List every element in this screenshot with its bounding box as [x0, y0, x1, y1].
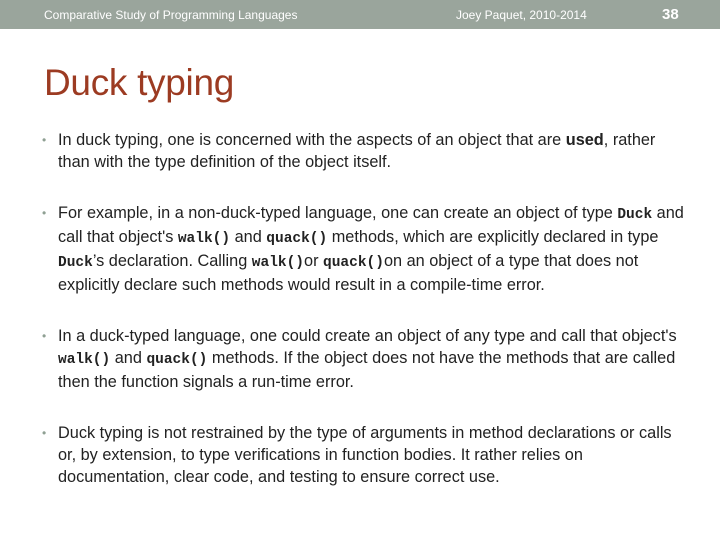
bullet-text: on an object of a type that does not explicitly declare such methods would result in a compile-time error.	[58, 251, 639, 294]
emphasis-text: used	[565, 131, 604, 149]
bullet-text: methods. If the object does not have the methods that are called then the function signals a run-time error.	[58, 348, 676, 391]
bullet-list	[36, 130, 686, 488]
code-snippet: quack()	[323, 254, 384, 271]
author-credit: Joey Paquet, 2010-2014	[456, 8, 587, 22]
bullet-marker: •	[42, 206, 47, 221]
bullet-marker: •	[42, 426, 47, 441]
page-number: 38	[662, 6, 679, 23]
slide-title: Duck typing	[44, 62, 235, 103]
code-snippet: walk()	[58, 351, 111, 368]
slide-header-bar	[0, 0, 720, 29]
bullet-text: In a duck-typed language, one could create an object of any type and call that object's	[58, 327, 677, 346]
bullet-marker: •	[42, 329, 47, 344]
bullet-text: or	[304, 251, 324, 270]
bullet-text: and call that object's	[58, 204, 684, 247]
bullet-text: In duck typing, one is concerned with the aspects of an object that are	[58, 131, 566, 149]
bullet-item-1	[36, 130, 686, 173]
bullet-text: ’s declaration. Calling	[92, 251, 252, 270]
code-snippet: quack()	[146, 351, 208, 368]
bullet-item-4	[36, 423, 686, 488]
bullet-marker: •	[42, 133, 47, 147]
code-snippet: quack()	[266, 231, 328, 248]
bullet-item-3	[36, 326, 686, 393]
code-snippet: walk()	[251, 254, 305, 271]
code-snippet: Duck	[58, 254, 93, 271]
course-title: Comparative Study of Programming Languages	[44, 8, 298, 22]
bullet-text: , rather than with the type definition of the object itself.	[58, 131, 656, 171]
bullet-text: For example, in a non-duck-typed language, one can create an object of type	[58, 204, 618, 223]
bullet-text: and	[110, 348, 147, 367]
code-snippet: Duck	[617, 207, 653, 224]
bullet-text: methods, which are explicitly declared in type	[327, 228, 659, 247]
bullet-text: and	[230, 228, 267, 247]
code-snippet: walk()	[177, 231, 231, 248]
bullet-text: Duck typing is not restrained by the type of arguments in method declarations or calls or, by extension, to type verifications in function bodies. It rather relies on documentation, clear code, and testing to ensure correct use.	[58, 424, 672, 486]
bullet-item-2	[36, 203, 686, 296]
